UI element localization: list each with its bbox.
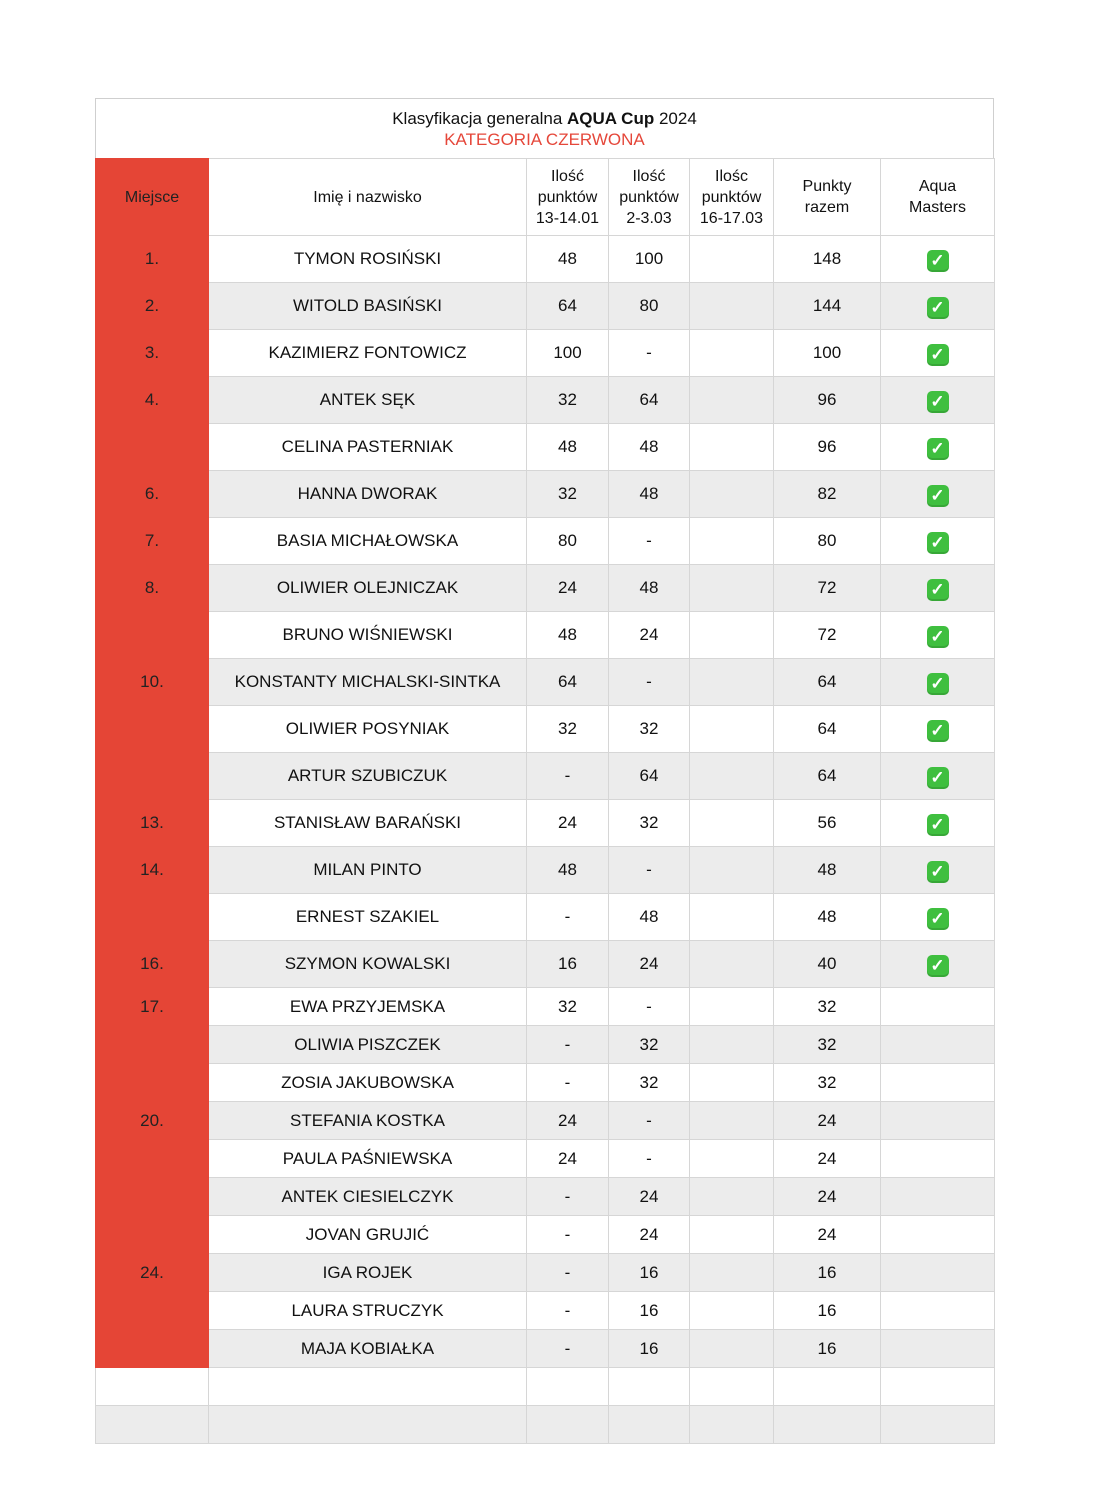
table-row xyxy=(96,1102,995,1140)
name-cell: OLIWIER OLEJNICZAK xyxy=(209,565,527,612)
masters-cell xyxy=(881,706,995,753)
place-cell: 7. xyxy=(96,518,209,565)
name-cell: STEFANIA KOSTKA xyxy=(209,1102,527,1140)
check-mark-icon: ✓ xyxy=(927,391,949,413)
name-cell: SZYMON KOWALSKI xyxy=(209,941,527,988)
header-row xyxy=(96,159,995,236)
total-cell: 82 xyxy=(774,471,881,518)
check-mark-icon: ✓ xyxy=(927,250,949,272)
round1-cell: - xyxy=(527,894,609,941)
round2-cell: - xyxy=(609,1140,690,1178)
empty-cell xyxy=(774,1368,881,1406)
round2-cell: 64 xyxy=(609,377,690,424)
empty-row xyxy=(96,1368,995,1406)
round3-cell xyxy=(690,283,774,330)
name-cell: IGA ROJEK xyxy=(209,1254,527,1292)
total-cell: 64 xyxy=(774,659,881,706)
name-cell: MILAN PINTO xyxy=(209,847,527,894)
total-cell: 56 xyxy=(774,800,881,847)
total-cell: 96 xyxy=(774,424,881,471)
masters-cell xyxy=(881,800,995,847)
table-row xyxy=(96,283,995,330)
place-cell xyxy=(96,1178,209,1216)
header-place: Miejsce xyxy=(96,159,209,236)
place-cell: 4. xyxy=(96,377,209,424)
table-row xyxy=(96,1064,995,1102)
masters-cell xyxy=(881,1292,995,1330)
total-cell: 48 xyxy=(774,847,881,894)
empty-row xyxy=(96,1406,995,1444)
place-cell: 13. xyxy=(96,800,209,847)
name-cell: BASIA MICHAŁOWSKA xyxy=(209,518,527,565)
table-row xyxy=(96,941,995,988)
total-cell: 72 xyxy=(774,612,881,659)
round1-cell: 48 xyxy=(527,236,609,283)
masters-cell xyxy=(881,753,995,800)
masters-cell xyxy=(881,471,995,518)
table-row xyxy=(96,1026,995,1064)
round2-cell: 32 xyxy=(609,1026,690,1064)
round1-cell: - xyxy=(527,1292,609,1330)
empty-cell xyxy=(774,1406,881,1444)
place-cell: 3. xyxy=(96,330,209,377)
round3-cell xyxy=(690,753,774,800)
table-row xyxy=(96,1254,995,1292)
round1-cell: 48 xyxy=(527,847,609,894)
round3-cell xyxy=(690,1026,774,1064)
empty-cell xyxy=(527,1406,609,1444)
round2-cell: 64 xyxy=(609,753,690,800)
round2-cell: 16 xyxy=(609,1292,690,1330)
round2-cell: - xyxy=(609,1102,690,1140)
round1-cell: 32 xyxy=(527,988,609,1026)
check-mark-icon: ✓ xyxy=(927,673,949,695)
name-cell: HANNA DWORAK xyxy=(209,471,527,518)
round1-cell: - xyxy=(527,1216,609,1254)
header-total: Punkty razem xyxy=(774,159,881,236)
name-cell: EWA PRZYJEMSKA xyxy=(209,988,527,1026)
total-cell: 80 xyxy=(774,518,881,565)
masters-cell xyxy=(881,1178,995,1216)
table-row xyxy=(96,612,995,659)
total-cell: 16 xyxy=(774,1254,881,1292)
round3-cell xyxy=(690,988,774,1026)
round2-cell: 48 xyxy=(609,424,690,471)
round1-cell: 24 xyxy=(527,565,609,612)
round3-cell xyxy=(690,800,774,847)
table-row xyxy=(96,1292,995,1330)
place-cell: 8. xyxy=(96,565,209,612)
round3-cell xyxy=(690,330,774,377)
round3-cell xyxy=(690,1216,774,1254)
round2-cell: - xyxy=(609,988,690,1026)
table-row xyxy=(96,471,995,518)
standings-sheet xyxy=(95,98,994,1444)
total-cell: 32 xyxy=(774,1064,881,1102)
table-row xyxy=(96,706,995,753)
masters-cell xyxy=(881,612,995,659)
empty-cell xyxy=(527,1368,609,1406)
check-mark-icon: ✓ xyxy=(927,908,949,930)
check-mark-icon: ✓ xyxy=(927,955,949,977)
name-cell: OLIWIA PISZCZEK xyxy=(209,1026,527,1064)
name-cell: ERNEST SZAKIEL xyxy=(209,894,527,941)
round2-cell: - xyxy=(609,847,690,894)
round3-cell xyxy=(690,565,774,612)
masters-cell xyxy=(881,377,995,424)
round2-cell: 48 xyxy=(609,565,690,612)
place-cell: 24. xyxy=(96,1254,209,1292)
check-mark-icon: ✓ xyxy=(927,720,949,742)
empty-cell xyxy=(96,1406,209,1444)
name-cell: MAJA KOBIAŁKA xyxy=(209,1330,527,1368)
check-mark-icon: ✓ xyxy=(927,297,949,319)
standings-table xyxy=(95,158,995,1444)
check-mark-icon: ✓ xyxy=(927,767,949,789)
round2-cell: 24 xyxy=(609,1178,690,1216)
empty-cell xyxy=(881,1368,995,1406)
place-cell xyxy=(96,753,209,800)
name-cell: LAURA STRUCZYK xyxy=(209,1292,527,1330)
round3-cell xyxy=(690,1178,774,1216)
total-cell: 64 xyxy=(774,706,881,753)
total-cell: 100 xyxy=(774,330,881,377)
total-cell: 48 xyxy=(774,894,881,941)
place-cell: 6. xyxy=(96,471,209,518)
round3-cell xyxy=(690,706,774,753)
round1-cell: 32 xyxy=(527,471,609,518)
table-row xyxy=(96,330,995,377)
table-row xyxy=(96,1178,995,1216)
place-cell xyxy=(96,1026,209,1064)
table-row xyxy=(96,236,995,283)
table-row xyxy=(96,847,995,894)
total-cell: 16 xyxy=(774,1292,881,1330)
round1-cell: 80 xyxy=(527,518,609,565)
round3-cell xyxy=(690,941,774,988)
table-row xyxy=(96,659,995,706)
masters-cell xyxy=(881,1064,995,1102)
round1-cell: 24 xyxy=(527,1102,609,1140)
table-row xyxy=(96,894,995,941)
header-round1: Ilość punktów 13-14.01 xyxy=(527,159,609,236)
round1-cell: 48 xyxy=(527,612,609,659)
place-cell xyxy=(96,1140,209,1178)
place-cell xyxy=(96,1064,209,1102)
total-cell: 32 xyxy=(774,1026,881,1064)
table-row xyxy=(96,565,995,612)
name-cell: TYMON ROSIŃSKI xyxy=(209,236,527,283)
name-cell: STANISŁAW BARAŃSKI xyxy=(209,800,527,847)
masters-cell xyxy=(881,565,995,612)
masters-cell xyxy=(881,236,995,283)
round3-cell xyxy=(690,894,774,941)
masters-cell xyxy=(881,1140,995,1178)
check-mark-icon: ✓ xyxy=(927,626,949,648)
round1-cell: - xyxy=(527,1178,609,1216)
round3-cell xyxy=(690,236,774,283)
table-row xyxy=(96,424,995,471)
header-round2: Ilość punktów 2-3.03 xyxy=(609,159,690,236)
round1-cell: 32 xyxy=(527,706,609,753)
name-cell: JOVAN GRUJIĆ xyxy=(209,1216,527,1254)
table-row xyxy=(96,377,995,424)
round2-cell: 32 xyxy=(609,706,690,753)
round3-cell xyxy=(690,1292,774,1330)
table-row xyxy=(96,1330,995,1368)
round1-cell: 64 xyxy=(527,659,609,706)
check-mark-icon: ✓ xyxy=(927,485,949,507)
check-mark-icon: ✓ xyxy=(927,814,949,836)
masters-cell xyxy=(881,330,995,377)
total-cell: 24 xyxy=(774,1216,881,1254)
empty-cell xyxy=(609,1406,690,1444)
masters-cell xyxy=(881,659,995,706)
place-cell xyxy=(96,1330,209,1368)
title-prefix: Klasyfikacja generalna xyxy=(392,108,568,128)
empty-cell xyxy=(96,1368,209,1406)
title-suffix: 2024 xyxy=(654,108,697,128)
round1-cell: - xyxy=(527,1064,609,1102)
place-cell: 10. xyxy=(96,659,209,706)
check-mark-icon: ✓ xyxy=(927,579,949,601)
round2-cell: 24 xyxy=(609,941,690,988)
empty-cell xyxy=(609,1368,690,1406)
masters-cell xyxy=(881,1102,995,1140)
name-cell: BRUNO WIŚNIEWSKI xyxy=(209,612,527,659)
round3-cell xyxy=(690,847,774,894)
empty-cell xyxy=(690,1406,774,1444)
masters-cell xyxy=(881,1026,995,1064)
place-cell xyxy=(96,612,209,659)
header-name: Imię i nazwisko xyxy=(209,159,527,236)
place-cell: 20. xyxy=(96,1102,209,1140)
round2-cell: 100 xyxy=(609,236,690,283)
place-cell xyxy=(96,424,209,471)
check-mark-icon: ✓ xyxy=(927,344,949,366)
page-title xyxy=(392,108,697,129)
total-cell: 24 xyxy=(774,1140,881,1178)
empty-cell xyxy=(881,1406,995,1444)
round2-cell: - xyxy=(609,518,690,565)
total-cell: 32 xyxy=(774,988,881,1026)
place-cell: 14. xyxy=(96,847,209,894)
round2-cell: 24 xyxy=(609,1216,690,1254)
check-mark-icon: ✓ xyxy=(927,861,949,883)
round3-cell xyxy=(690,1064,774,1102)
table-row xyxy=(96,988,995,1026)
place-cell: 16. xyxy=(96,941,209,988)
empty-cell xyxy=(209,1368,527,1406)
total-cell: 16 xyxy=(774,1330,881,1368)
name-cell: ANTEK CIESIELCZYK xyxy=(209,1178,527,1216)
name-cell: OLIWIER POSYNIAK xyxy=(209,706,527,753)
name-cell: PAULA PAŚNIEWSKA xyxy=(209,1140,527,1178)
name-cell: ANTEK SĘK xyxy=(209,377,527,424)
round1-cell: 16 xyxy=(527,941,609,988)
round3-cell xyxy=(690,518,774,565)
round2-cell: 16 xyxy=(609,1254,690,1292)
name-cell: CELINA PASTERNIAK xyxy=(209,424,527,471)
round3-cell xyxy=(690,612,774,659)
place-cell xyxy=(96,706,209,753)
round3-cell xyxy=(690,424,774,471)
header-round3: Ilośc punktów 16-17.03 xyxy=(690,159,774,236)
check-mark-icon: ✓ xyxy=(927,532,949,554)
masters-cell xyxy=(881,894,995,941)
total-cell: 148 xyxy=(774,236,881,283)
name-cell: WITOLD BASIŃSKI xyxy=(209,283,527,330)
round1-cell: 100 xyxy=(527,330,609,377)
masters-cell xyxy=(881,1330,995,1368)
place-cell xyxy=(96,1216,209,1254)
round2-cell: 24 xyxy=(609,612,690,659)
round1-cell: - xyxy=(527,1026,609,1064)
table-row xyxy=(96,518,995,565)
masters-cell xyxy=(881,518,995,565)
round3-cell xyxy=(690,1140,774,1178)
table-body xyxy=(96,236,995,1444)
round3-cell xyxy=(690,1330,774,1368)
masters-cell xyxy=(881,988,995,1026)
round1-cell: 64 xyxy=(527,283,609,330)
place-cell xyxy=(96,894,209,941)
round2-cell: 48 xyxy=(609,894,690,941)
masters-cell xyxy=(881,1216,995,1254)
check-mark-icon: ✓ xyxy=(927,438,949,460)
round1-cell: - xyxy=(527,753,609,800)
round3-cell xyxy=(690,659,774,706)
masters-cell xyxy=(881,847,995,894)
round1-cell: 24 xyxy=(527,800,609,847)
round1-cell: - xyxy=(527,1254,609,1292)
round2-cell: - xyxy=(609,659,690,706)
round3-cell xyxy=(690,1254,774,1292)
empty-cell xyxy=(690,1368,774,1406)
header-masters: Aqua Masters xyxy=(881,159,995,236)
place-cell: 17. xyxy=(96,988,209,1026)
round2-cell: 32 xyxy=(609,800,690,847)
round1-cell: 32 xyxy=(527,377,609,424)
round2-cell: 48 xyxy=(609,471,690,518)
round3-cell xyxy=(690,1102,774,1140)
place-cell: 2. xyxy=(96,283,209,330)
total-cell: 40 xyxy=(774,941,881,988)
table-row xyxy=(96,753,995,800)
masters-cell xyxy=(881,283,995,330)
masters-cell xyxy=(881,1254,995,1292)
table-row xyxy=(96,800,995,847)
total-cell: 72 xyxy=(774,565,881,612)
total-cell: 144 xyxy=(774,283,881,330)
round2-cell: 80 xyxy=(609,283,690,330)
round1-cell: 24 xyxy=(527,1140,609,1178)
name-cell: ARTUR SZUBICZUK xyxy=(209,753,527,800)
place-cell xyxy=(96,1292,209,1330)
name-cell: KONSTANTY MICHALSKI-SINTKA xyxy=(209,659,527,706)
table-row xyxy=(96,1140,995,1178)
category-subtitle: KATEGORIA CZERWONA xyxy=(444,129,645,149)
round3-cell xyxy=(690,471,774,518)
place-cell: 1. xyxy=(96,236,209,283)
round3-cell xyxy=(690,377,774,424)
name-cell: ZOSIA JAKUBOWSKA xyxy=(209,1064,527,1102)
total-cell: 96 xyxy=(774,377,881,424)
round2-cell: 32 xyxy=(609,1064,690,1102)
masters-cell xyxy=(881,941,995,988)
total-cell: 24 xyxy=(774,1178,881,1216)
table-row xyxy=(96,1216,995,1254)
masters-cell xyxy=(881,424,995,471)
round2-cell: - xyxy=(609,330,690,377)
title-bold: AQUA Cup xyxy=(567,108,655,128)
name-cell: KAZIMIERZ FONTOWICZ xyxy=(209,330,527,377)
empty-cell xyxy=(209,1406,527,1444)
round1-cell: 48 xyxy=(527,424,609,471)
title-box xyxy=(95,98,994,158)
total-cell: 24 xyxy=(774,1102,881,1140)
round2-cell: 16 xyxy=(609,1330,690,1368)
total-cell: 64 xyxy=(774,753,881,800)
round1-cell: - xyxy=(527,1330,609,1368)
